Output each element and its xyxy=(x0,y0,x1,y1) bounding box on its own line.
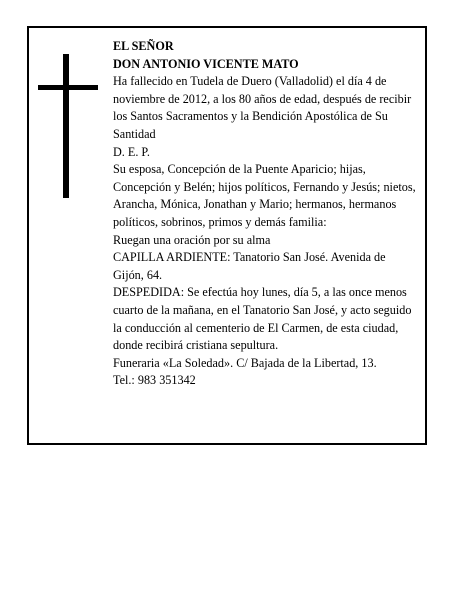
farewell-info: DESPEDIDA: Se efectúa hoy lunes, día 5, a las once menos cuarto de la mañana, en el Tanatorio San José, y acto seguido la conducción al cementerio de El Carmen, de esta ciudad, donde recibirá cristiana sepultura. xyxy=(113,285,412,353)
deceased-name: DON ANTONIO VICENTE MATO xyxy=(113,56,299,71)
title-line-1: EL SEÑOR xyxy=(113,39,174,53)
cross-icon xyxy=(38,54,98,198)
cross-vertical-bar xyxy=(63,54,69,198)
family-list: Su esposa, Concepción de la Puente Aparicio; hijas, Concepción y Belén; hijos políticos, Fernando y Jesús; nietos, Arancha, Mónica, Jonathan y Mario; hermanos, hermanos políticos, sobrinos, primos y demás familia: xyxy=(113,162,416,229)
rip-line: D. E. P. xyxy=(113,144,150,159)
cross-horizontal-bar xyxy=(38,85,98,90)
prayer-request: Ruegan una oración por su alma xyxy=(113,232,271,247)
obituary-text xyxy=(113,38,418,390)
funeral-home: Funeraria «La Soledad». C/ Bajada de la Libertad, 13. xyxy=(113,355,377,370)
phone-number: Tel.: 983 351342 xyxy=(113,373,196,388)
death-info: Ha fallecido en Tudela de Duero (Valladolid) el día 4 de noviembre de 2012, a los 80 años de edad, después de recibir los Santos Sacramentos y la Bendición Apostólica de Su Santidad xyxy=(113,74,412,141)
chapel-info: CAPILLA ARDIENTE: Tanatorio San José. Avenida de Gijón, 64. xyxy=(113,250,386,282)
